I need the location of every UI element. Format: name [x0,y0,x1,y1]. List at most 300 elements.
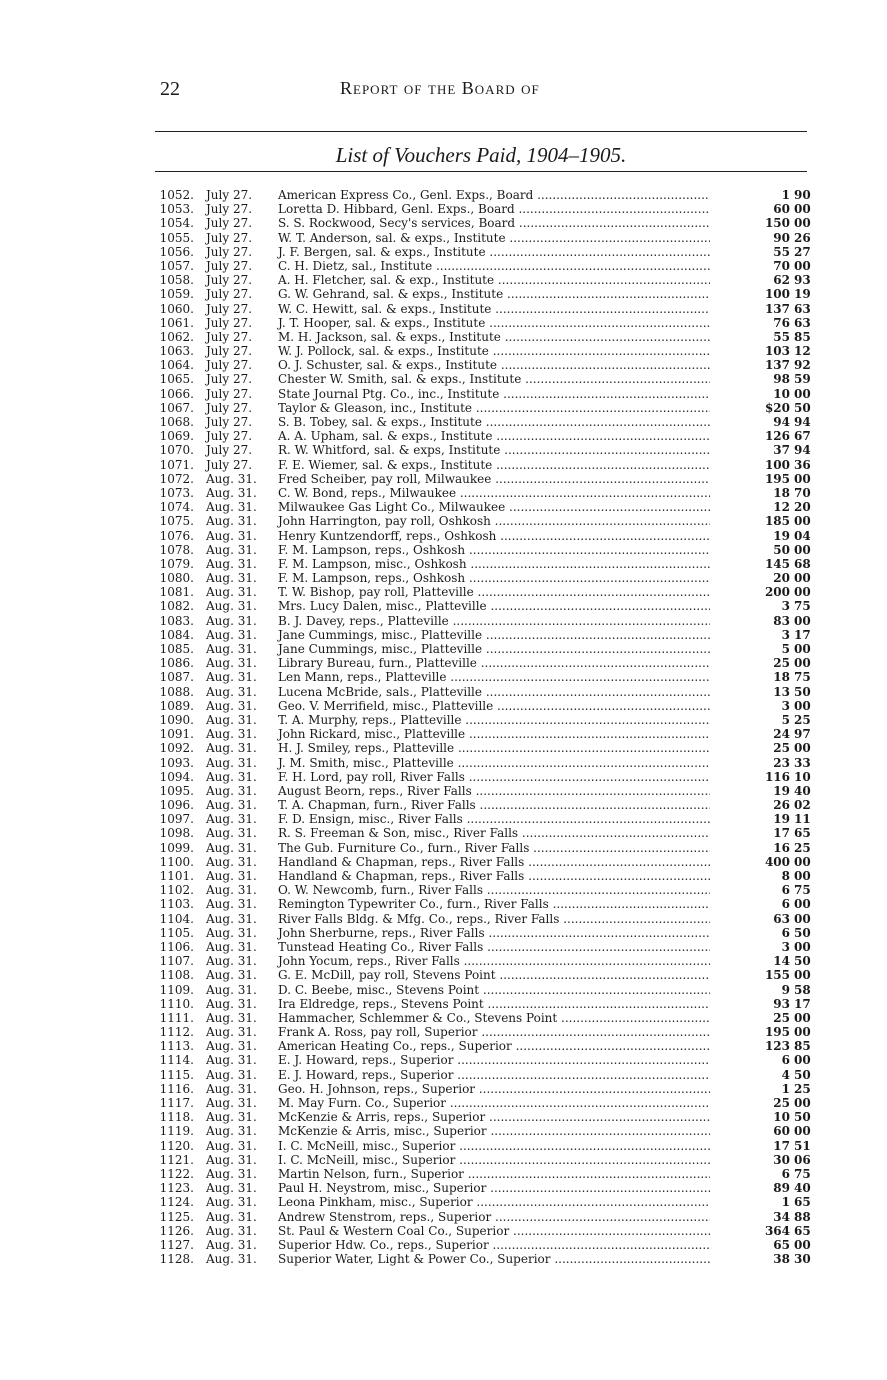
voucher-amount-cents: 11 [794,812,811,827]
voucher-number: 1086. [159,656,194,671]
voucher-number: 1121. [159,1152,194,1167]
voucher-amount-cents: 02 [794,798,811,813]
voucher-amount-cents: 92 [794,358,811,373]
voucher-amount-cents: 00 [794,386,811,401]
voucher-number: 1083. [159,613,194,628]
voucher-description: F. H. Lord, pay roll, River Falls ..... [264,770,710,784]
voucher-amount-dollars: $20 [764,400,790,415]
voucher-description: B. J. Davey, reps., Platteville ..... [264,614,710,628]
voucher-date: July 27. [206,258,253,273]
voucher-amount-dollars: 123 [764,1039,790,1054]
title-rule [155,171,807,172]
voucher-date: Aug. 31. [206,911,257,926]
voucher-amount-cents: 65 [794,826,811,841]
voucher-row [150,599,818,613]
voucher-number: 1122. [159,1166,194,1181]
voucher-amount-dollars: 10 [773,1110,790,1125]
voucher-amount-cents: 00 [794,571,811,586]
voucher-row [150,628,818,642]
voucher-number: 1097. [159,812,194,827]
voucher-number: 1074. [159,500,194,515]
voucher-number: 1093. [159,755,194,770]
voucher-date: July 27. [206,386,253,401]
voucher-date: July 27. [206,301,253,316]
voucher-number: 1065. [159,372,194,387]
voucher-description: S. B. Tobey, sal. & exps., Institute ..... [264,415,710,429]
voucher-row [150,514,818,528]
voucher-date: Aug. 31. [206,1039,257,1054]
voucher-description: Library Bureau, furn., Platteville ..... [264,656,710,670]
voucher-description: Taylor & Gleason, inc., Institute ..... [264,401,710,415]
voucher-number: 1102. [159,883,194,898]
voucher-amount-cents: 90 [794,188,811,202]
voucher-number: 1064. [159,358,194,373]
voucher-amount-cents: 93 [794,273,811,288]
voucher-number: 1119. [159,1124,194,1139]
voucher-row [150,798,818,812]
voucher-date: July 27. [206,372,253,387]
voucher-description: American Express Co., Genl. Exps., Board ..... [264,188,710,202]
voucher-amount-dollars: 400 [764,854,790,869]
voucher-amount-dollars: 4 [781,1067,790,1082]
voucher-description: M. H. Jackson, sal. & exps., Institute ..... [264,330,710,344]
voucher-description: A. H. Fletcher, sal. & exp., Institute ..... [264,273,710,287]
voucher-number: 1095. [159,783,194,798]
voucher-amount-cents: 00 [794,514,811,529]
voucher-number: 1061. [159,315,194,330]
voucher-number: 1079. [159,556,194,571]
voucher-date: July 27. [206,273,253,288]
voucher-date: Aug. 31. [206,571,257,586]
voucher-date: Aug. 31. [206,1025,257,1040]
voucher-date: July 27. [206,344,253,359]
voucher-amount-cents: 00 [794,911,811,926]
voucher-number: 1089. [159,698,194,713]
voucher-amount-dollars: 94 [773,415,790,429]
voucher-row [150,543,818,557]
voucher-row [150,330,818,344]
voucher-row [150,1039,818,1053]
voucher-amount-dollars: 1 [781,1081,790,1096]
voucher-row [150,1025,818,1039]
voucher-date: Aug. 31. [206,826,257,841]
voucher-amount-cents: 00 [794,613,811,628]
voucher-date: July 27. [206,429,253,444]
voucher-amount-dollars: 30 [773,1152,790,1167]
voucher-amount-dollars: 34 [773,1209,790,1224]
voucher-description: E. J. Howard, reps., Superior ..... [264,1068,710,1082]
voucher-number: 1116. [159,1081,194,1096]
voucher-amount-cents: 75 [794,670,811,685]
voucher-amount-dollars: 6 [781,1166,790,1181]
voucher-number: 1066. [159,386,194,401]
voucher-row [150,656,818,670]
voucher-amount-cents: 40 [794,1181,811,1196]
voucher-amount-dollars: 50 [773,542,790,557]
voucher-amount-cents: 75 [794,599,811,614]
voucher-date: Aug. 31. [206,1237,257,1252]
voucher-description: R. S. Freeman & Son, misc., River Falls ..... [264,826,710,840]
voucher-row [150,897,818,911]
voucher-number: 1112. [159,1025,194,1040]
voucher-amount-cents: 00 [794,258,811,273]
voucher-row [150,713,818,727]
voucher-row [150,841,818,855]
voucher-amount-cents: 50 [794,925,811,940]
voucher-date: Aug. 31. [206,1181,257,1196]
voucher-number: 1059. [159,287,194,302]
voucher-description: Handland & Chapman, reps., River Falls ..... [264,869,710,883]
voucher-amount-cents: 85 [794,329,811,344]
voucher-amount-dollars: 25 [773,656,790,671]
voucher-amount-dollars: 185 [764,514,790,529]
voucher-description: G. E. McDill, pay roll, Stevens Point ..... [264,968,710,982]
voucher-number: 1127. [159,1237,194,1252]
voucher-number: 1056. [159,244,194,259]
voucher-amount-dollars: 5 [781,642,790,656]
voucher-row [150,926,818,940]
voucher-number: 1067. [159,400,194,415]
voucher-date: Aug. 31. [206,1081,257,1096]
voucher-number: 1070. [159,443,194,458]
voucher-number: 1126. [159,1223,194,1238]
voucher-amount-dollars: 10 [773,386,790,401]
voucher-amount-cents: 50 [794,1110,811,1125]
voucher-number: 1078. [159,542,194,557]
voucher-number: 1098. [159,826,194,841]
voucher-description: I. C. McNeill, misc., Superior ..... [264,1153,710,1167]
voucher-number: 1120. [159,1138,194,1153]
voucher-amount-cents: 75 [794,883,811,898]
voucher-date: Aug. 31. [206,656,257,671]
voucher-amount-dollars: 12 [773,500,790,515]
voucher-amount-dollars: 150 [764,216,790,231]
voucher-description: The Gub. Furniture Co., furn., River Falls ..... [264,841,710,855]
voucher-date: Aug. 31. [206,1010,257,1025]
voucher-amount-cents: 00 [794,642,811,656]
voucher-amount-dollars: 6 [781,1053,790,1068]
voucher-description: J. T. Hooper, sal. & exps., Institute ..... [264,316,710,330]
voucher-amount-cents: 00 [794,939,811,954]
voucher-date: July 27. [206,202,253,217]
voucher-row [150,1252,818,1266]
voucher-row [150,231,818,245]
voucher-amount-cents: 12 [794,344,811,359]
voucher-number: 1055. [159,230,194,245]
voucher-row [150,741,818,755]
voucher-amount-cents: 25 [794,712,811,727]
voucher-row [150,954,818,968]
voucher-description: I. C. McNeill, misc., Superior ..... [264,1139,710,1153]
voucher-date: Aug. 31. [206,670,257,685]
voucher-amount-dollars: 103 [764,344,790,359]
voucher-row [150,756,818,770]
voucher-number: 1057. [159,258,194,273]
voucher-date: Aug. 31. [206,1138,257,1153]
voucher-description: G. W. Gehrand, sal. & exps., Institute ..... [264,287,710,301]
voucher-row [150,699,818,713]
voucher-amount-dollars: 19 [773,528,790,543]
voucher-row [150,642,818,656]
voucher-date: Aug. 31. [206,485,257,500]
voucher-description: F. D. Ensign, misc., River Falls ..... [264,812,710,826]
voucher-description: Paul H. Neystrom, misc., Superior ..... [264,1181,710,1195]
voucher-amount-dollars: 100 [764,287,790,302]
voucher-amount-cents: 30 [794,1252,811,1267]
voucher-amount-dollars: 100 [764,457,790,472]
voucher-amount-cents: 94 [794,443,811,458]
voucher-amount-dollars: 19 [773,783,790,798]
voucher-date: Aug. 31. [206,996,257,1011]
voucher-row [150,1068,818,1082]
voucher-description: Len Mann, reps., Platteville ..... [264,670,710,684]
voucher-amount-cents: 63 [794,315,811,330]
voucher-number: 1080. [159,571,194,586]
voucher-date: July 27. [206,244,253,259]
voucher-amount-cents: 00 [794,897,811,912]
voucher-row [150,500,818,514]
voucher-date: Aug. 31. [206,854,257,869]
voucher-date: Aug. 31. [206,798,257,813]
voucher-description: R. W. Whitford, sal. & exps, Institute ..... [264,443,710,457]
voucher-row [150,912,818,926]
voucher-description: O. W. Newcomb, furn., River Falls ..... [264,883,710,897]
voucher-number: 1058. [159,273,194,288]
voucher-row [150,259,818,273]
voucher-date: Aug. 31. [206,585,257,600]
voucher-row [150,358,818,372]
voucher-row [150,784,818,798]
voucher-description: T. W. Bishop, pay roll, Platteville ..... [264,585,710,599]
voucher-date: Aug. 31. [206,727,257,742]
voucher-description: Fred Scheiber, pay roll, Milwaukee ..... [264,472,710,486]
voucher-amount-dollars: 3 [781,939,790,954]
voucher-amount-dollars: 1 [781,1195,790,1210]
voucher-amount-cents: 00 [794,1237,811,1252]
voucher-amount-dollars: 55 [773,329,790,344]
voucher-date: Aug. 31. [206,627,257,642]
voucher-description: F. M. Lampson, reps., Oshkosh ..... [264,543,710,557]
voucher-date: Aug. 31. [206,514,257,529]
voucher-amount-cents: 00 [794,1096,811,1110]
voucher-amount-dollars: 200 [764,585,790,600]
voucher-number: 1076. [159,528,194,543]
voucher-description: W. J. Pollock, sal. & exps., Institute ..... [264,344,710,358]
voucher-amount-cents: 00 [794,698,811,713]
voucher-amount-dollars: 90 [773,230,790,245]
voucher-amount-dollars: 20 [773,571,790,586]
voucher-list [150,188,818,1266]
voucher-date: July 27. [206,415,253,429]
voucher-date: July 27. [206,400,253,415]
voucher-description: Jane Cummings, misc., Platteville ..... [264,628,710,642]
voucher-amount-cents: 00 [794,1025,811,1040]
voucher-date: Aug. 31. [206,1166,257,1181]
voucher-number: 1075. [159,514,194,529]
voucher-amount-dollars: 6 [781,883,790,898]
voucher-description: John Rickard, misc., Platteville ..... [264,727,710,741]
voucher-description: Martin Nelson, furn., Superior ..... [264,1167,710,1181]
voucher-row [150,1011,818,1025]
voucher-amount-cents: 00 [794,542,811,557]
voucher-number: 1085. [159,642,194,656]
voucher-amount-dollars: 93 [773,996,790,1011]
voucher-description: Mrs. Lucy Dalen, misc., Platteville ..... [264,599,710,613]
voucher-number: 1128. [159,1252,194,1267]
voucher-number: 1113. [159,1039,194,1054]
voucher-date: Aug. 31. [206,883,257,898]
voucher-date: July 27. [206,443,253,458]
voucher-row [150,1153,818,1167]
voucher-row [150,443,818,457]
voucher-number: 1094. [159,769,194,784]
voucher-amount-dollars: 145 [764,556,790,571]
voucher-number: 1106. [159,939,194,954]
voucher-amount-dollars: 18 [773,670,790,685]
voucher-row [150,486,818,500]
voucher-number: 1052. [159,188,194,202]
voucher-amount-cents: 00 [794,471,811,486]
voucher-number: 1054. [159,216,194,231]
voucher-row [150,216,818,230]
voucher-amount-cents: 63 [794,301,811,316]
voucher-amount-dollars: 14 [773,954,790,969]
voucher-date: Aug. 31. [206,812,257,827]
voucher-row [150,344,818,358]
voucher-amount-dollars: 126 [764,429,790,444]
voucher-description: H. J. Smiley, reps., Platteville ..... [264,741,710,755]
voucher-amount-dollars: 195 [764,471,790,486]
voucher-amount-cents: 67 [794,429,811,444]
voucher-amount-cents: 70 [794,485,811,500]
voucher-amount-cents: 33 [794,755,811,770]
voucher-number: 1111. [159,1010,194,1025]
voucher-description: C. H. Dietz, sal., Institute ..... [264,259,710,273]
voucher-description: F. E. Wiemer, sal. & exps., Institute ..... [264,458,710,472]
voucher-number: 1115. [159,1067,194,1082]
voucher-description: J. M. Smith, misc., Platteville ..... [264,756,710,770]
voucher-amount-cents: 36 [794,457,811,472]
voucher-date: Aug. 31. [206,1053,257,1068]
voucher-date: Aug. 31. [206,1110,257,1125]
voucher-amount-cents: 19 [794,287,811,302]
list-title: List of Vouchers Paid, 1904–1905. [335,143,627,167]
top-rule [155,131,807,132]
voucher-amount-dollars: 1 [781,188,790,202]
voucher-description: Superior Hdw. Co., reps., Superior ..... [264,1238,710,1252]
voucher-date: Aug. 31. [206,1195,257,1210]
voucher-amount-cents: 00 [794,216,811,231]
voucher-amount-dollars: 25 [773,1010,790,1025]
voucher-row [150,869,818,883]
voucher-amount-dollars: 3 [781,599,790,614]
voucher-amount-cents: 75 [794,1166,811,1181]
voucher-number: 1108. [159,968,194,983]
voucher-amount-dollars: 16 [773,840,790,855]
voucher-row [150,372,818,386]
voucher-date: July 27. [206,216,253,231]
voucher-description: American Heating Co., reps., Superior ..... [264,1039,710,1053]
voucher-amount-dollars: 65 [773,1237,790,1252]
voucher-description: Geo. V. Merrifield, misc., Platteville ..... [264,699,710,713]
voucher-amount-cents: 26 [794,230,811,245]
voucher-amount-dollars: 17 [773,826,790,841]
voucher-amount-cents: 58 [794,982,811,997]
voucher-description: Frank A. Ross, pay roll, Superior ..... [264,1025,710,1039]
voucher-amount-cents: 50 [794,1067,811,1082]
voucher-description: Leona Pinkham, misc., Superior ..... [264,1195,710,1209]
voucher-number: 1081. [159,585,194,600]
page-number: 22 [160,78,180,100]
voucher-date: Aug. 31. [206,528,257,543]
voucher-row [150,202,818,216]
voucher-description: Ira Eldredge, reps., Stevens Point ..... [264,997,710,1011]
voucher-date: Aug. 31. [206,897,257,912]
voucher-row [150,997,818,1011]
voucher-number: 1068. [159,415,194,429]
voucher-number: 1069. [159,429,194,444]
voucher-description: T. A. Murphy, reps., Platteville ..... [264,713,710,727]
voucher-date: Aug. 31. [206,1152,257,1167]
voucher-amount-dollars: 364 [764,1223,790,1238]
voucher-amount-dollars: 5 [781,712,790,727]
voucher-number: 1100. [159,854,194,869]
voucher-number: 1107. [159,954,194,969]
voucher-number: 1090. [159,712,194,727]
voucher-description: A. A. Upham, sal. & exps., Institute ..... [264,429,710,443]
voucher-description: Geo. H. Johnson, reps., Superior ..... [264,1082,710,1096]
voucher-row [150,812,818,826]
voucher-row [150,585,818,599]
voucher-description: F. M. Lampson, reps., Oshkosh ..... [264,571,710,585]
voucher-number: 1114. [159,1053,194,1068]
voucher-amount-dollars: 70 [773,258,790,273]
voucher-amount-cents: 00 [794,968,811,983]
voucher-number: 1087. [159,670,194,685]
voucher-row [150,429,818,443]
voucher-date: Aug. 31. [206,1124,257,1139]
voucher-amount-dollars: 60 [773,202,790,217]
voucher-row [150,1053,818,1067]
voucher-amount-cents: 00 [794,1053,811,1068]
voucher-number: 1060. [159,301,194,316]
voucher-amount-cents: 00 [794,1010,811,1025]
voucher-amount-dollars: 89 [773,1181,790,1196]
voucher-amount-dollars: 155 [764,968,790,983]
voucher-amount-dollars: 3 [781,627,790,642]
voucher-date: Aug. 31. [206,684,257,699]
voucher-description: John Sherburne, reps., River Falls ..... [264,926,710,940]
voucher-date: Aug. 31. [206,840,257,855]
voucher-amount-dollars: 25 [773,741,790,756]
voucher-date: Aug. 31. [206,954,257,969]
voucher-amount-dollars: 13 [773,684,790,699]
voucher-amount-cents: 65 [794,1195,811,1210]
voucher-row [150,287,818,301]
voucher-row [150,1110,818,1124]
voucher-description: St. Paul & Western Coal Co., Superior ..... [264,1224,710,1238]
voucher-row [150,685,818,699]
voucher-amount-cents: 25 [794,1081,811,1096]
voucher-date: July 27. [206,287,253,302]
voucher-date: Aug. 31. [206,939,257,954]
voucher-row [150,968,818,982]
voucher-amount-cents: 04 [794,528,811,543]
voucher-date: Aug. 31. [206,783,257,798]
voucher-description: John Harrington, pay roll, Oshkosh ..... [264,514,710,528]
voucher-description: F. M. Lampson, misc., Oshkosh ..... [264,557,710,571]
voucher-amount-cents: 97 [794,727,811,742]
